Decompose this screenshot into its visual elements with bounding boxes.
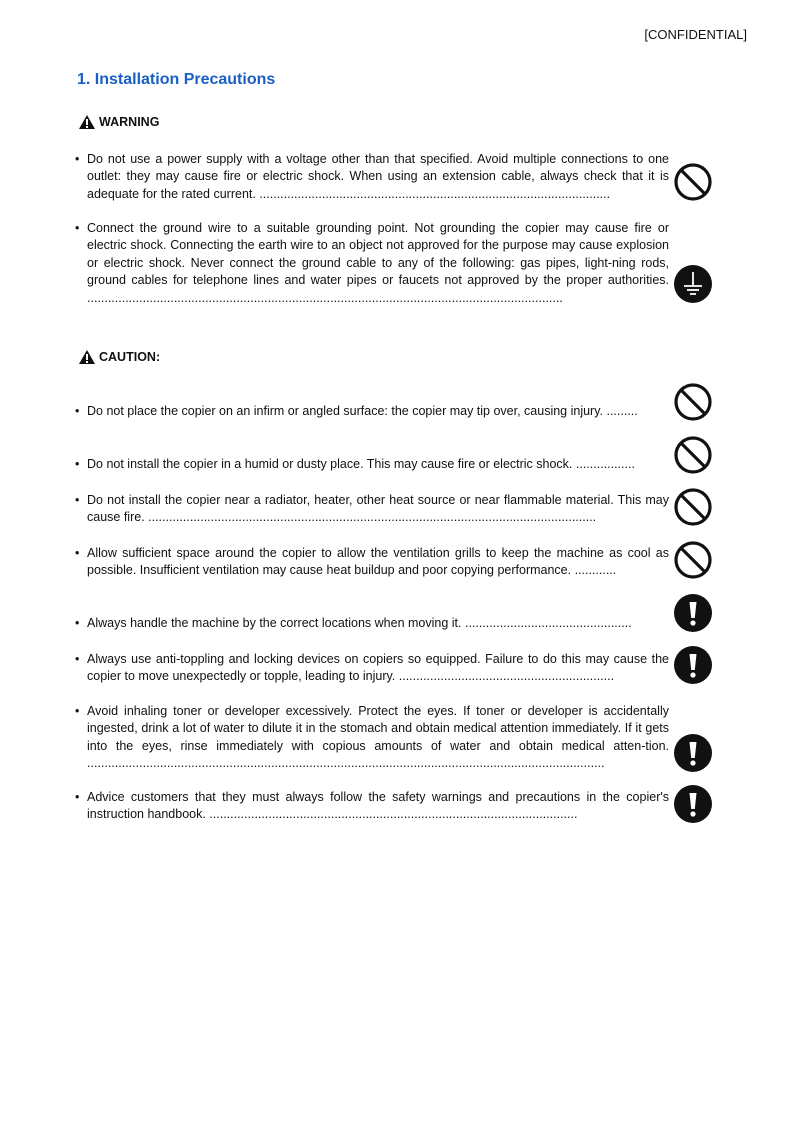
prohibition-icon — [673, 162, 713, 202]
warning-item: • Do not use a power supply with a voltage other than that specified. Avoid multiple connections to one outlet: they may cause fire or electric shock. When using an extension cable, always check that it is adequate for the rated current. ..................................................................................................... — [75, 152, 669, 201]
caution-label: CAUTION: — [99, 350, 161, 364]
mandatory-icon — [673, 645, 713, 685]
mandatory-icon — [673, 593, 713, 633]
caution-heading — [78, 349, 160, 365]
warning-triangle-icon — [78, 114, 96, 130]
caution-item: • Do not install the copier near a radiator, heater, other heat source or near flammable material. This may cause fire. ................................................................................................................................. — [75, 493, 669, 525]
section-title: 1. Installation Precautions — [77, 71, 276, 88]
ground-icon — [673, 264, 713, 304]
prohibition-icon — [673, 540, 713, 580]
mandatory-icon — [673, 784, 713, 824]
caution-item: • Always handle the machine by the correct locations when moving it. ................................................ — [75, 616, 632, 630]
caution-item: • Do not place the copier on an infirm or angled surface: the copier may tip over, causing injury. ......... — [75, 404, 638, 418]
confidential-marking: [CONFIDENTIAL] — [644, 27, 747, 42]
caution-item: • Always use anti-toppling and locking devices on copiers so equipped. Failure to do this may cause the copier to move unexpectedly or topple, leading to injury. .............................................................. — [75, 652, 669, 684]
prohibition-icon — [673, 435, 713, 475]
caution-item: • Avoid inhaling toner or developer excessively. Protect the eyes. If toner or developer is accidentally ingested, drink a lot of water to dilute it in the stomach and obtain medical attention immediately. If it gets into the eyes, rinse immediately with copious amounts of water and obtain medical atten-tion. ..................................................................................................................................................... — [75, 704, 669, 771]
prohibition-icon — [673, 382, 713, 422]
warning-label: WARNING — [99, 115, 160, 129]
prohibition-icon — [673, 487, 713, 527]
caution-item: • Advice customers that they must always follow the safety warnings and precautions in the copier's instruction handbook. .......................................................................................................... — [75, 790, 669, 822]
caution-item: • Do not install the copier in a humid or dusty place. This may cause fire or electric shock. ................. — [75, 457, 635, 471]
mandatory-icon — [673, 733, 713, 773]
warning-heading — [78, 114, 159, 130]
caution-item: • Allow sufficient space around the copier to allow the ventilation grills to keep the machine as cool as possible. Insufficient ventilation may cause heat buildup and poor copying performance. ............ — [75, 546, 669, 578]
caution-triangle-icon — [78, 349, 96, 365]
warning-item: • Connect the ground wire to a suitable grounding point. Not grounding the copier may cause fire or electric shock. Connecting the earth wire to an object not approved for the purpose may cause explosion or electric shock. Never connect the ground cable to any of the following: gas pipes, light-ning rods, ground cables for telephone lines and water pipes or faucets not approved by the proper authorities. ......................................................................................................................................... — [75, 221, 669, 305]
